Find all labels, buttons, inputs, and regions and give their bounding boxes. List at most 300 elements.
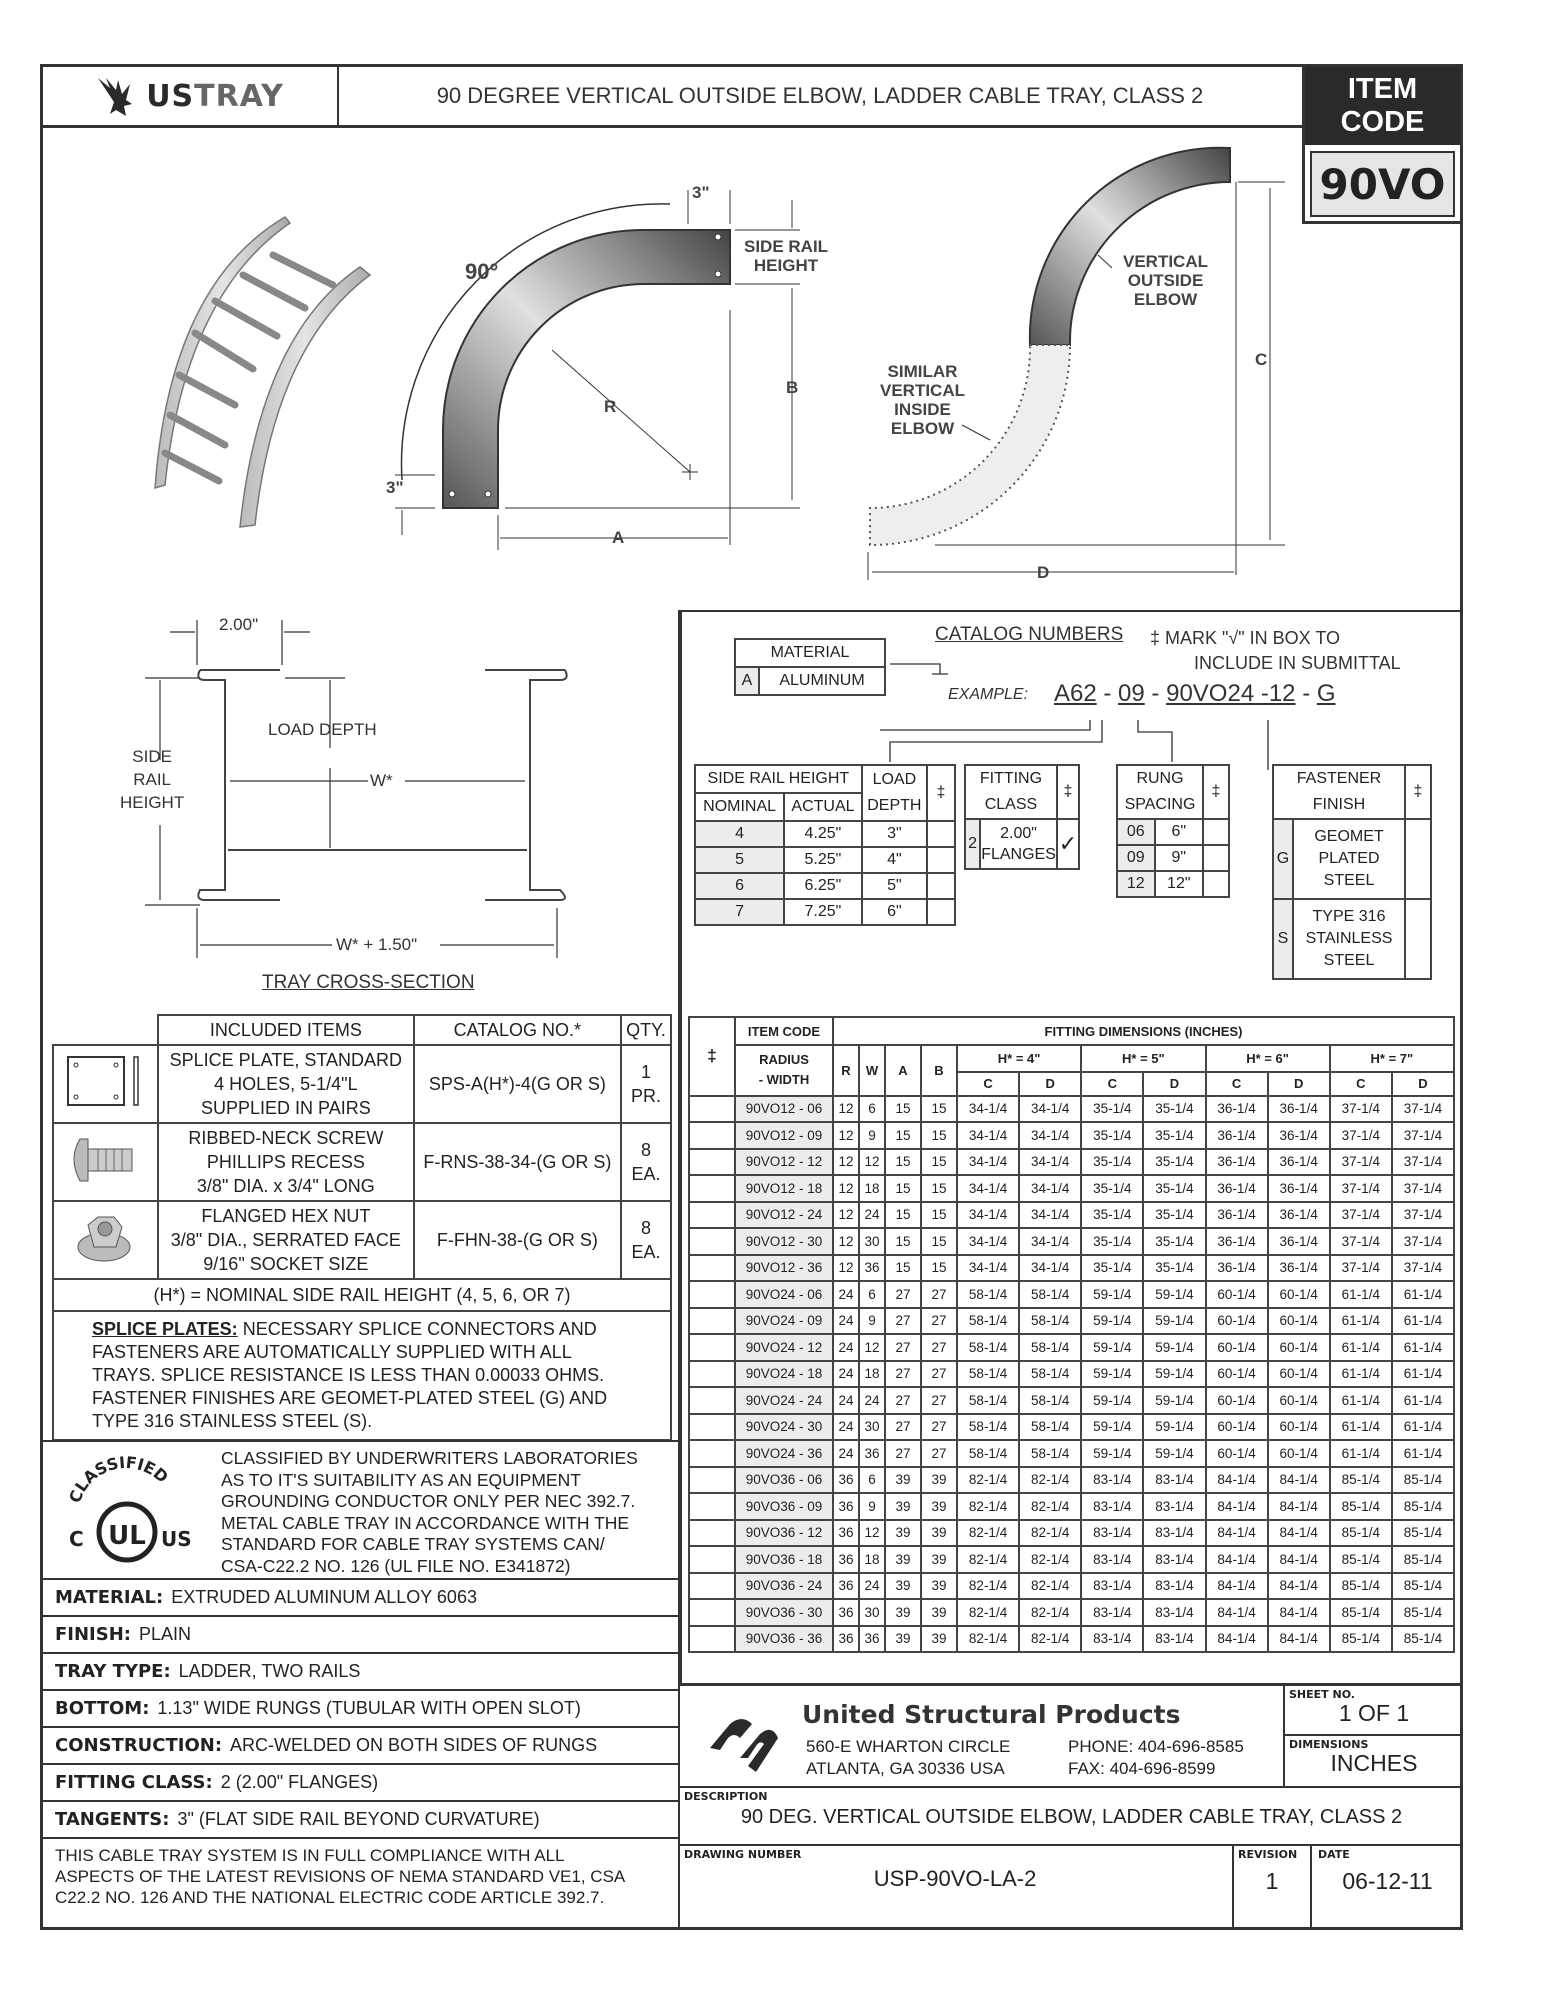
dimension-cell: 39 xyxy=(885,1626,921,1653)
dimension-cell: 82-1/4 xyxy=(957,1546,1019,1573)
ul-line-6: CSA-C22.2 NO. 126 (UL FILE NO. E341872) xyxy=(221,1555,571,1576)
rung-mark-box-12[interactable] xyxy=(1203,871,1229,897)
item-code-cell: 90VO12 - 06 xyxy=(735,1096,833,1123)
dimension-cell: 58-1/4 xyxy=(1019,1334,1081,1361)
spec-construction xyxy=(43,1726,680,1763)
dimension-cell: 85-1/4 xyxy=(1392,1493,1454,1520)
width-header: - WIDTH xyxy=(758,1072,810,1088)
dimension-cell: 27 xyxy=(885,1281,921,1308)
fax: FAX: 404-696-8599 xyxy=(1068,1759,1216,1778)
dimension-cell: 15 xyxy=(885,1202,921,1229)
dimension-cell: 39 xyxy=(921,1493,957,1520)
rung-spacing-header-2: SPACING xyxy=(1124,796,1196,813)
dimension-cell: 36-1/4 xyxy=(1268,1149,1330,1176)
dimension-cell: 24 xyxy=(833,1387,859,1414)
dimension-cell: 82-1/4 xyxy=(1019,1573,1081,1600)
spec-finish-value: PLAIN xyxy=(138,1624,192,1644)
ribbed-neck-screw-icon xyxy=(58,1129,154,1189)
item-code-cell: 90VO36 - 09 xyxy=(735,1493,833,1520)
dimension-cell: 39 xyxy=(921,1520,957,1547)
load-depth-label: LOAD DEPTH xyxy=(268,720,377,739)
dimension-cell: 12 xyxy=(833,1175,859,1202)
side-rail-label-3: HEIGHT xyxy=(120,793,185,812)
nut-line-1: FLANGED HEX NUT xyxy=(201,1206,371,1226)
splice-text-5: TYPE 316 STAINLESS STEEL (S). xyxy=(92,1411,373,1431)
dimension-cell: 85-1/4 xyxy=(1392,1626,1454,1653)
spec-bottom-label: BOTTOM: xyxy=(55,1698,150,1719)
col-w-header: W xyxy=(859,1045,885,1096)
table-row xyxy=(689,1573,1454,1600)
spec-bottom xyxy=(43,1689,680,1726)
dimension-cell: 83-1/4 xyxy=(1143,1467,1205,1494)
fastener-g-line-1: GEOMET xyxy=(1314,828,1384,845)
catalog-no-header: CATALOG NO.* xyxy=(414,1015,621,1045)
dimension-cell: 59-1/4 xyxy=(1081,1387,1143,1414)
dimension-cell: 85-1/4 xyxy=(1330,1573,1392,1600)
dimension-cell: 60-1/4 xyxy=(1268,1334,1330,1361)
col-r-header: R xyxy=(833,1045,859,1096)
dimension-cell: 24 xyxy=(833,1440,859,1467)
dimension-cell: 82-1/4 xyxy=(957,1467,1019,1494)
h7-d-header: D xyxy=(1392,1072,1454,1096)
fitting-dimensions-table xyxy=(688,1016,1455,1653)
inside-elbow-label-2: VERTICAL xyxy=(880,381,965,400)
table-row xyxy=(689,1308,1454,1335)
dimension-cell: 24 xyxy=(833,1281,859,1308)
screw-qty: 8 xyxy=(640,1140,651,1160)
row-mark-box[interactable] xyxy=(689,1546,735,1573)
dimension-cell: 83-1/4 xyxy=(1143,1626,1205,1653)
dimension-cell: 36 xyxy=(859,1626,885,1653)
item-code-cell: 90VO36 - 18 xyxy=(735,1546,833,1573)
row-mark-box[interactable] xyxy=(689,1520,735,1547)
actual-5: 5.25" xyxy=(784,847,862,873)
dimension-cell: 12 xyxy=(859,1334,885,1361)
vertical-outside-elbow-label-1: VERTICAL xyxy=(1123,252,1208,271)
spec-fitting-class-value: 2 (2.00" FLANGES) xyxy=(220,1772,379,1792)
dimension-cell: 27 xyxy=(885,1308,921,1335)
row-mark-box[interactable] xyxy=(689,1573,735,1600)
dimension-cell: 58-1/4 xyxy=(957,1387,1019,1414)
fastener-s-line-1: TYPE 316 xyxy=(1312,908,1386,925)
dimension-cell: 83-1/4 xyxy=(1143,1599,1205,1626)
dimension-cell: 36-1/4 xyxy=(1268,1255,1330,1282)
dimension-cell: 83-1/4 xyxy=(1081,1546,1143,1573)
compliance-line-2: ASPECTS OF THE LATEST REVISIONS OF NEMA STANDARD VE1, CSA xyxy=(55,1867,626,1886)
included-items-table xyxy=(52,1014,672,1441)
row-mark-box[interactable] xyxy=(689,1387,735,1414)
dimension-cell: 35-1/4 xyxy=(1143,1202,1205,1229)
dimension-cell: 39 xyxy=(921,1467,957,1494)
mark-box-6[interactable] xyxy=(927,873,955,899)
dimension-cell: 35-1/4 xyxy=(1081,1228,1143,1255)
sheet-no-value: 1 OF 1 xyxy=(1338,1700,1410,1726)
dimension-cell: 61-1/4 xyxy=(1330,1387,1392,1414)
nominal-5: 5 xyxy=(695,847,784,873)
dimension-cell: 83-1/4 xyxy=(1143,1546,1205,1573)
ul-classified-seal xyxy=(53,1454,203,1564)
h-star-note: (H*) = NOMINAL SIDE RAIL HEIGHT (4, 5, 6, OR 7) xyxy=(53,1279,671,1311)
row-mark-box[interactable] xyxy=(689,1175,735,1202)
nominal-7: 7 xyxy=(695,899,784,925)
dim-a-label: A xyxy=(612,528,625,547)
date-value: 06-12-11 xyxy=(1342,1868,1433,1894)
outer-width-label: W* + 1.50" xyxy=(336,935,418,954)
table-row xyxy=(689,1122,1454,1149)
fastener-s-line-2: STAINLESS xyxy=(1305,930,1393,947)
row-mark-box[interactable] xyxy=(689,1467,735,1494)
dimension-cell: 37-1/4 xyxy=(1392,1149,1454,1176)
dimension-cell: 58-1/4 xyxy=(957,1334,1019,1361)
description-value: 90 DEG. VERTICAL OUTSIDE ELBOW, LADDER CABLE TRAY, CLASS 2 xyxy=(740,1806,1403,1828)
dimension-cell: 35-1/4 xyxy=(1143,1228,1205,1255)
dimension-cell: 84-1/4 xyxy=(1268,1573,1330,1600)
dimension-cell: 15 xyxy=(921,1122,957,1149)
dimension-cell: 36-1/4 xyxy=(1268,1096,1330,1123)
dimension-cell: 36 xyxy=(859,1440,885,1467)
row-mark-box[interactable] xyxy=(689,1255,735,1282)
ul-line-2: AS TO IT'S SUITABILITY AS AN EQUIPMENT xyxy=(221,1469,581,1490)
dimension-cell: 85-1/4 xyxy=(1392,1573,1454,1600)
example-part-item: 90VO24 -12 xyxy=(1166,680,1296,707)
splice-plates-label: SPLICE PLATES: xyxy=(92,1319,238,1339)
ustray-logo xyxy=(43,67,339,125)
spec-finish-label: FINISH: xyxy=(55,1624,131,1645)
dimension-cell: 58-1/4 xyxy=(1019,1387,1081,1414)
dimension-cell: 24 xyxy=(859,1387,885,1414)
h5-c-header: C xyxy=(1081,1072,1143,1096)
dimension-cell: 15 xyxy=(921,1255,957,1282)
dimension-cell: 83-1/4 xyxy=(1081,1467,1143,1494)
table-row xyxy=(689,1361,1454,1388)
dimension-cell: 59-1/4 xyxy=(1143,1308,1205,1335)
splice-text-1: NECESSARY SPLICE CONNECTORS AND xyxy=(237,1319,597,1339)
dimension-cell: 27 xyxy=(885,1334,921,1361)
dimension-cell: 37-1/4 xyxy=(1392,1175,1454,1202)
row-mark-box[interactable] xyxy=(689,1493,735,1520)
dimension-cell: 24 xyxy=(859,1202,885,1229)
radius-header: RADIUS xyxy=(759,1052,809,1068)
table-row xyxy=(689,1440,1454,1467)
dimension-cell: 35-1/4 xyxy=(1081,1149,1143,1176)
compliance-note xyxy=(43,1837,680,1927)
h6-header: H* = 6" xyxy=(1206,1045,1330,1072)
vertical-outside-elbow-label-2: OUTSIDE xyxy=(1127,271,1204,290)
screw-catalog: F-RNS-38-34-(G OR S) xyxy=(414,1123,621,1201)
table-row xyxy=(689,1599,1454,1626)
item-code-cell: 90VO36 - 12 xyxy=(735,1520,833,1547)
dimension-cell: 24 xyxy=(833,1308,859,1335)
rung-mark-box-06[interactable] xyxy=(1203,819,1229,845)
dimension-cell: 36-1/4 xyxy=(1268,1202,1330,1229)
flange-width-label: 2.00" xyxy=(219,615,259,634)
col-b-header: B xyxy=(921,1045,957,1096)
spec-tray-type-label: TRAY TYPE: xyxy=(55,1661,171,1682)
title-block xyxy=(680,1683,1463,1930)
dimension-cell: 24 xyxy=(833,1361,859,1388)
screw-line-2: PHILLIPS RECESS xyxy=(206,1152,365,1172)
dimension-cell: 60-1/4 xyxy=(1206,1361,1268,1388)
dimension-cell: 15 xyxy=(921,1175,957,1202)
example-part-rung: 09 xyxy=(1118,680,1145,707)
load-6: 5" xyxy=(862,873,927,899)
drawing-number-value: USP-90VO-LA-2 xyxy=(873,1866,1037,1891)
dimension-cell: 24 xyxy=(859,1573,885,1600)
dimension-cell: 39 xyxy=(921,1546,957,1573)
dimension-cell: 30 xyxy=(859,1599,885,1626)
row-mark-box[interactable] xyxy=(689,1228,735,1255)
dimension-cell: 85-1/4 xyxy=(1392,1546,1454,1573)
dimension-cell: 36-1/4 xyxy=(1268,1122,1330,1149)
fastener-header-2: FINISH xyxy=(1312,796,1366,813)
ul-seal-c: C xyxy=(69,1527,84,1551)
dimension-cell: 37-1/4 xyxy=(1330,1255,1392,1282)
dim-c-label: C xyxy=(1255,350,1268,369)
dimension-cell: 12 xyxy=(833,1149,859,1176)
dimension-cell: 6 xyxy=(859,1467,885,1494)
dimension-cell: 83-1/4 xyxy=(1143,1573,1205,1600)
dimension-cell: 60-1/4 xyxy=(1268,1308,1330,1335)
dimension-cell: 82-1/4 xyxy=(1019,1467,1081,1494)
row-mark-box[interactable] xyxy=(689,1414,735,1441)
dimension-cell: 59-1/4 xyxy=(1143,1361,1205,1388)
dimension-cell: 85-1/4 xyxy=(1330,1546,1392,1573)
dimension-cell: 83-1/4 xyxy=(1143,1493,1205,1520)
dimension-cell: 34-1/4 xyxy=(957,1096,1019,1123)
nut-unit: EA. xyxy=(631,1242,661,1262)
dimension-cell: 15 xyxy=(885,1149,921,1176)
mark-box-4[interactable] xyxy=(927,821,955,847)
dimension-cell: 34-1/4 xyxy=(1019,1149,1081,1176)
dimension-cell: 58-1/4 xyxy=(1019,1308,1081,1335)
row-mark-box[interactable] xyxy=(689,1440,735,1467)
table-row xyxy=(689,1387,1454,1414)
dimension-cell: 85-1/4 xyxy=(1330,1467,1392,1494)
spec-material-value: EXTRUDED ALUMINUM ALLOY 6063 xyxy=(171,1587,477,1607)
dimension-cell: 35-1/4 xyxy=(1081,1255,1143,1282)
dimension-cell: 35-1/4 xyxy=(1143,1175,1205,1202)
fitting-class-header-2: CLASS xyxy=(984,796,1038,813)
example-label: EXAMPLE: xyxy=(948,686,1029,703)
table-row xyxy=(689,1414,1454,1441)
table-row xyxy=(689,1334,1454,1361)
material-name: ALUMINUM xyxy=(759,667,885,695)
dimensions-label: DIMENSIONS xyxy=(1289,1738,1369,1751)
vertical-outside-elbow-label-3: ELBOW xyxy=(1133,290,1198,309)
dimension-cell: 35-1/4 xyxy=(1081,1122,1143,1149)
example-sep-3: - xyxy=(1302,680,1311,707)
dimension-cell: 39 xyxy=(921,1626,957,1653)
item-code-header: ITEM CODE xyxy=(735,1017,833,1045)
rung-spacing-header-1: RUNG xyxy=(1136,770,1184,787)
item-code-cell: 90VO36 - 30 xyxy=(735,1599,833,1626)
rung-code-06: 06 xyxy=(1117,819,1155,845)
ul-seal-classified: CLASSIFIED xyxy=(65,1454,172,1506)
h7-header: H* = 7" xyxy=(1330,1045,1454,1072)
revision-label: REVISION xyxy=(1238,1848,1298,1861)
logo-us: US xyxy=(146,78,195,114)
dimension-cell: 36 xyxy=(833,1467,859,1494)
splice-plate-line-3: SUPPLIED IN PAIRS xyxy=(200,1098,371,1118)
table-row xyxy=(689,1228,1454,1255)
table-row xyxy=(689,1626,1454,1653)
item-code-value: 90VO xyxy=(1310,151,1455,217)
logo-tray: TRAY xyxy=(194,78,284,114)
dimension-cell: 34-1/4 xyxy=(1019,1122,1081,1149)
dimension-cell: 59-1/4 xyxy=(1143,1334,1205,1361)
dimension-cell: 59-1/4 xyxy=(1143,1440,1205,1467)
h5-header: H* = 5" xyxy=(1081,1045,1205,1072)
row-mark-box[interactable] xyxy=(689,1361,735,1388)
dimension-cell: 37-1/4 xyxy=(1330,1149,1392,1176)
screw-line-1: RIBBED-NECK SCREW xyxy=(188,1128,384,1148)
screw-unit: EA. xyxy=(631,1164,661,1184)
col-a-header: A xyxy=(885,1045,921,1096)
load-7: 6" xyxy=(862,899,927,925)
dimension-cell: 36 xyxy=(833,1520,859,1547)
dimension-cell: 27 xyxy=(921,1361,957,1388)
dimension-cell: 37-1/4 xyxy=(1330,1202,1392,1229)
dimension-cell: 83-1/4 xyxy=(1081,1493,1143,1520)
dimension-cell: 83-1/4 xyxy=(1081,1520,1143,1547)
table-row xyxy=(689,1175,1454,1202)
dimension-cell: 15 xyxy=(885,1122,921,1149)
dimension-cell: 36 xyxy=(833,1626,859,1653)
dimension-cell: 34-1/4 xyxy=(1019,1255,1081,1282)
dimension-cell: 12 xyxy=(833,1255,859,1282)
side-rail-height-table xyxy=(694,764,956,926)
dimension-cell: 58-1/4 xyxy=(1019,1414,1081,1441)
row-mark-box[interactable] xyxy=(689,1096,735,1123)
dimension-cell: 82-1/4 xyxy=(957,1626,1019,1653)
dimension-cell: 24 xyxy=(833,1334,859,1361)
dimension-cell: 36-1/4 xyxy=(1206,1096,1268,1123)
dimension-cell: 60-1/4 xyxy=(1206,1414,1268,1441)
dimension-cell: 61-1/4 xyxy=(1392,1361,1454,1388)
dimension-cell: 59-1/4 xyxy=(1081,1414,1143,1441)
row-mark-box[interactable] xyxy=(689,1334,735,1361)
description-label: DESCRIPTION xyxy=(684,1790,768,1803)
spec-fitting-class-label: FITTING CLASS: xyxy=(55,1772,213,1793)
flanged-hex-nut-icon xyxy=(58,1207,154,1267)
dimension-cell: 37-1/4 xyxy=(1330,1175,1392,1202)
fastener-mark-box-g[interactable] xyxy=(1405,819,1431,899)
row-mark-box[interactable] xyxy=(689,1122,735,1149)
dimension-cell: 85-1/4 xyxy=(1330,1599,1392,1626)
mark-box-7[interactable] xyxy=(927,899,955,925)
fitting-class-table xyxy=(964,764,1080,870)
dimension-cell: 12 xyxy=(833,1202,859,1229)
dimension-cell: 39 xyxy=(921,1573,957,1600)
fitting-dimensions-header: FITTING DIMENSIONS (INCHES) xyxy=(833,1017,1454,1045)
table-row xyxy=(689,1255,1454,1282)
fastener-mark-box-s[interactable] xyxy=(1405,899,1431,979)
dimension-cell: 35-1/4 xyxy=(1081,1202,1143,1229)
dim-b-label: B xyxy=(786,378,799,397)
row-mark-box[interactable] xyxy=(689,1308,735,1335)
rung-mark-box-09[interactable] xyxy=(1203,845,1229,871)
qty-header: QTY. xyxy=(621,1015,671,1045)
dimension-cell: 36-1/4 xyxy=(1206,1202,1268,1229)
splice-text-3: TRAYS. SPLICE RESISTANCE IS LESS THAN 0.00033 OHMS. xyxy=(92,1365,605,1385)
sheet-no-label: SHEET NO. xyxy=(1289,1688,1355,1701)
nominal-4: 4 xyxy=(695,821,784,847)
dimension-cell: 36 xyxy=(859,1255,885,1282)
dimension-cell: 61-1/4 xyxy=(1392,1440,1454,1467)
ul-line-1: CLASSIFIED BY UNDERWRITERS LABORATORIES xyxy=(221,1448,638,1468)
dimension-cell: 60-1/4 xyxy=(1268,1361,1330,1388)
tangent-top-label: 3" xyxy=(692,183,710,202)
dimension-cell: 84-1/4 xyxy=(1268,1467,1330,1494)
row-mark-box[interactable] xyxy=(689,1281,735,1308)
example-part-fastener: G xyxy=(1316,680,1336,707)
dimension-cell: 15 xyxy=(921,1096,957,1123)
eagle-icon xyxy=(96,74,140,118)
spec-construction-value: ARC-WELDED ON BOTH SIDES OF RUNGS xyxy=(230,1735,598,1755)
dimension-cell: 36 xyxy=(833,1573,859,1600)
dimension-cell: 30 xyxy=(859,1228,885,1255)
dimension-cell: 58-1/4 xyxy=(957,1414,1019,1441)
row-mark-box[interactable] xyxy=(689,1626,735,1653)
dimension-cell: 82-1/4 xyxy=(1019,1599,1081,1626)
dimension-cell: 60-1/4 xyxy=(1206,1281,1268,1308)
dimension-cell: 60-1/4 xyxy=(1268,1387,1330,1414)
dimension-cell: 83-1/4 xyxy=(1081,1599,1143,1626)
splice-plate-line-1: SPLICE PLATE, STANDARD xyxy=(169,1050,403,1070)
dimension-cell: 34-1/4 xyxy=(957,1149,1019,1176)
side-rail-header: SIDE RAIL HEIGHT xyxy=(695,765,862,793)
row-mark-box[interactable] xyxy=(689,1202,735,1229)
item-code-cell: 90VO24 - 06 xyxy=(735,1281,833,1308)
dimension-cell: 85-1/4 xyxy=(1392,1520,1454,1547)
dimension-cell: 34-1/4 xyxy=(1019,1175,1081,1202)
dimension-cell: 84-1/4 xyxy=(1206,1493,1268,1520)
dimension-cell: 84-1/4 xyxy=(1268,1493,1330,1520)
rung-code-09: 09 xyxy=(1117,845,1155,871)
ul-line-5: STANDARD FOR CABLE TRAY SYSTEMS CAN/ xyxy=(221,1534,605,1554)
dimension-cell: 59-1/4 xyxy=(1143,1414,1205,1441)
compliance-line-3: C22.2 NO. 126 AND THE NATIONAL ELECTRIC CODE ARTICLE 392.7. xyxy=(55,1888,605,1907)
dimension-cell: 12 xyxy=(833,1096,859,1123)
nut-qty: 8 xyxy=(640,1218,651,1238)
dimension-cell: 34-1/4 xyxy=(1019,1096,1081,1123)
inside-elbow-label-3: INSIDE xyxy=(894,400,951,419)
catalog-title: CATALOG NUMBERS xyxy=(935,624,1124,645)
material-table xyxy=(734,638,886,696)
dimension-cell: 37-1/4 xyxy=(1392,1096,1454,1123)
dimension-cell: 59-1/4 xyxy=(1081,1440,1143,1467)
dimension-cell: 37-1/4 xyxy=(1392,1122,1454,1149)
dimension-cell: 27 xyxy=(885,1387,921,1414)
row-mark-box[interactable] xyxy=(689,1149,735,1176)
dimension-cell: 84-1/4 xyxy=(1206,1599,1268,1626)
dimension-cell: 61-1/4 xyxy=(1392,1414,1454,1441)
row-mark-box[interactable] xyxy=(689,1599,735,1626)
spec-tray-type xyxy=(43,1652,680,1689)
dimension-cell: 15 xyxy=(921,1149,957,1176)
page-title: 90 DEGREE VERTICAL OUTSIDE ELBOW, LADDER CABLE TRAY, CLASS 2 xyxy=(436,83,1204,108)
dimension-cell: 15 xyxy=(885,1228,921,1255)
load-5: 4" xyxy=(862,847,927,873)
mark-box-5[interactable] xyxy=(927,847,955,873)
fitting-class-checkbox[interactable]: ✓ xyxy=(1057,819,1079,869)
fastener-finish-table xyxy=(1272,764,1432,980)
dimension-cell: 9 xyxy=(859,1122,885,1149)
dim-d-label: D xyxy=(1037,563,1050,582)
dimension-cell: 82-1/4 xyxy=(1019,1546,1081,1573)
dimension-cell: 18 xyxy=(859,1546,885,1573)
dimensions-value: INCHES xyxy=(1330,1750,1418,1776)
